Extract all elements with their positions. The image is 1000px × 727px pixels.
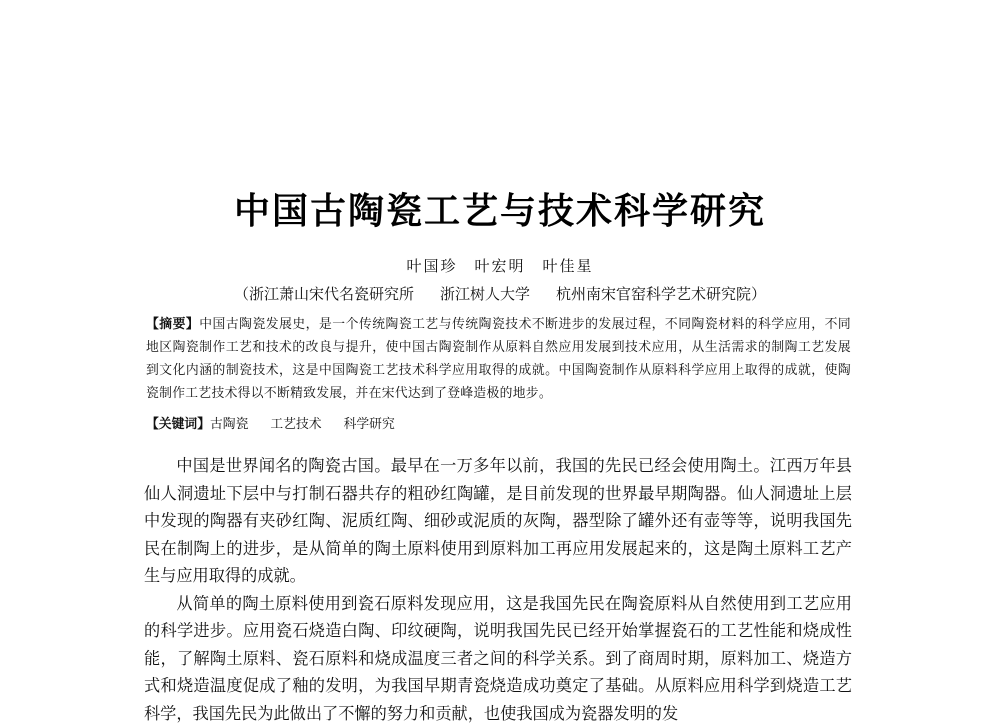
- affiliation-2: 浙江树人大学: [440, 285, 530, 303]
- affiliation-line: （浙江萧山宋代名瓷研究所 浙江树人大学 杭州南宋官窑科学艺术研究院）: [0, 283, 1000, 304]
- body-paragraph-2: 从简单的陶土原料使用到瓷石原料发现应用，这是我国先民在陶瓷原料从自然使用到工艺应用的科学进步。应用瓷石烧造白陶、印纹硬陶，说明我国先民已经开始掌握瓷石的工艺性能和烧成性能，了解陶土原料、瓷石原料和烧成温度三者之间的科学关系。到了商周时期，原料加工、烧造方式和烧造温度促成了釉的发明，为我国早期青瓷烧造成功奠定了基础。从原料应用科学到烧造工艺科学，我国先民为此做出了不懈的努力和贡献，也使我国成为瓷器发明的发: [144, 590, 852, 727]
- abstract-label: 【摘要】: [146, 317, 199, 332]
- keywords: [146, 413, 851, 436]
- keyword-item: 古陶瓷: [210, 413, 248, 436]
- abstract-text: 中国古陶瓷发展史，是一个传统陶瓷工艺与传统陶瓷技术不断进步的发展过程，不同陶瓷材料的科学应用，不同地区陶瓷制作工艺和技术的改良与提升，使中国古陶瓷制作从原料自然应用发展到技术应用，从生活需求的制陶工艺发展到文化内涵的制瓷技术，这是中国陶瓷工艺技术科学应用取得的成就。中国陶瓷制作从原料科学应用上取得的成就，使陶瓷制作工艺技术得以不断精致发展，并在宋代达到了登峰造极的地步。: [146, 317, 851, 401]
- affiliation-1: 浙江萧山宋代名瓷研究所: [249, 285, 414, 303]
- abstract: [146, 313, 851, 405]
- paper-title: 中国古陶瓷工艺与技术科学研究: [0, 183, 1000, 234]
- keyword-item: 工艺技术: [270, 413, 321, 436]
- body-text: [144, 452, 852, 727]
- author-list: 叶国珍 叶宏明 叶佳星: [0, 255, 1000, 276]
- keyword-item: 科学研究: [344, 413, 395, 436]
- affiliation-3: 杭州南宋官窑科学艺术研究院: [556, 285, 751, 303]
- keywords-label: 【关键词】: [146, 417, 210, 432]
- body-paragraph-1: 中国是世界闻名的陶瓷古国。最早在一万多年以前，我国的先民已经会使用陶土。江西万年县仙人洞遗址下层中与打制石器共存的粗砂红陶罐，是目前发现的世界最早期陶器。仙人洞遗址上层中发现的陶器有夹砂红陶、泥质红陶、细砂或泥质的灰陶，器型除了罐外还有壶等等，说明我国先民在制陶上的进步，是从简单的陶土原料使用到原料加工再应用发展起来的，这是陶土原料工艺产生与应用取得的成就。: [144, 452, 852, 590]
